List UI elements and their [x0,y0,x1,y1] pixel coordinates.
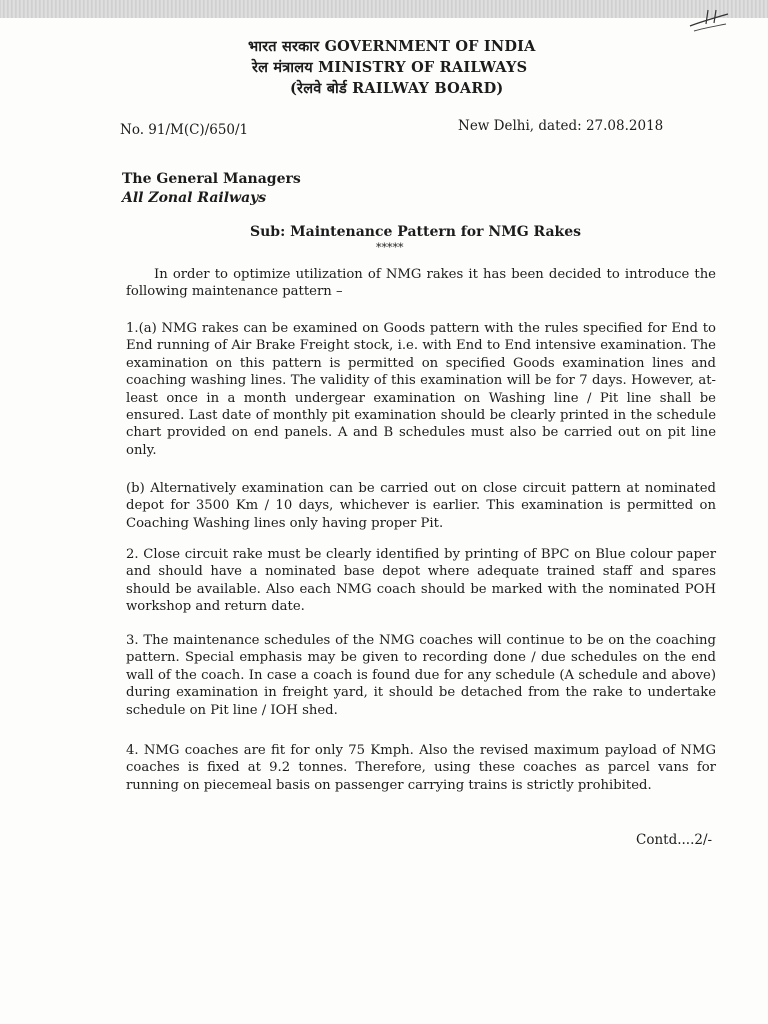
letterhead-government: भारत सरकार GOVERNMENT OF INDIA [248,38,536,55]
subject-line: Sub: Maintenance Pattern for NMG Rakes [250,224,582,240]
letterhead-board: (रेलवे बोर्ड RAILWAY BOARD) [290,80,504,97]
letterhead-ministry: रेल मंत्रालय MINISTRY OF RAILWAYS [252,59,528,76]
scan-edge [0,0,768,18]
continuation-note: Contd....2/- [636,832,713,848]
separator-stars: ***** [376,241,404,254]
paragraph-1b: (b) Alternatively examination can be carried out on close circuit pattern at nominated depot for 3500 Km / 10 days, whichever is earlier. This examination is permitted on Coaching Washing lines only having proper Pit. [126,481,716,531]
addressee [122,170,301,208]
paragraph-1a: 1.(a) NMG rakes can be examined on Goods pattern with the rules specified for End to End running of Air Brake Freight stock, i.e. with End to End intensive examination. The examination on this pattern is permitted on specified Goods examination lines and coaching washing lines. The validity of this examination will be for 7 days. However, at-least once in a month undergear examination on Washing line / Pit line shall be ensured. Last date of monthly pit examination should be clearly printed in the schedule chart provided on end panels. A and B schedules must also be carried out on pit line only. [126,321,716,458]
addressee-line-2: All Zonal Railways [122,190,267,206]
letterhead [220,36,620,99]
reference-number: No. 91/M(C)/650/1 [120,122,249,138]
letter-date: New Delhi, dated: 27.08.2018 [458,118,664,134]
paragraph-4: 4. NMG coaches are fit for only 75 Kmph. Also the revised maximum payload of NMG coaches is fixed at 9.2 tonnes. Therefore, using these coaches as parcel vans for running on piecemeal basis on passenger carrying trains is strictly prohibited. [126,743,716,793]
handwritten-mark [686,4,732,34]
paragraph-2: 2. Close circuit rake must be clearly identified by printing of BPC on Blue colour paper and should have a nominated base depot where adequate trained staff and spares should be available. Also each NMG coach should be marked with the nominated POH workshop and return date. [126,547,716,615]
paragraph-3: 3. The maintenance schedules of the NMG coaches will continue to be on the coaching pattern. Special emphasis may be given to recording done / due schedules on the end wall of the coach. In case a coach is found due for any schedule (A schedule and above) during examination in freight yard, it should be detached from the rake to undertake schedule on Pit line / IOH shed. [126,633,716,718]
intro-paragraph: In order to optimize utilization of NMG rakes it has been decided to introduce the following maintenance pattern – [126,267,716,300]
addressee-line-1: The General Managers [122,171,301,187]
